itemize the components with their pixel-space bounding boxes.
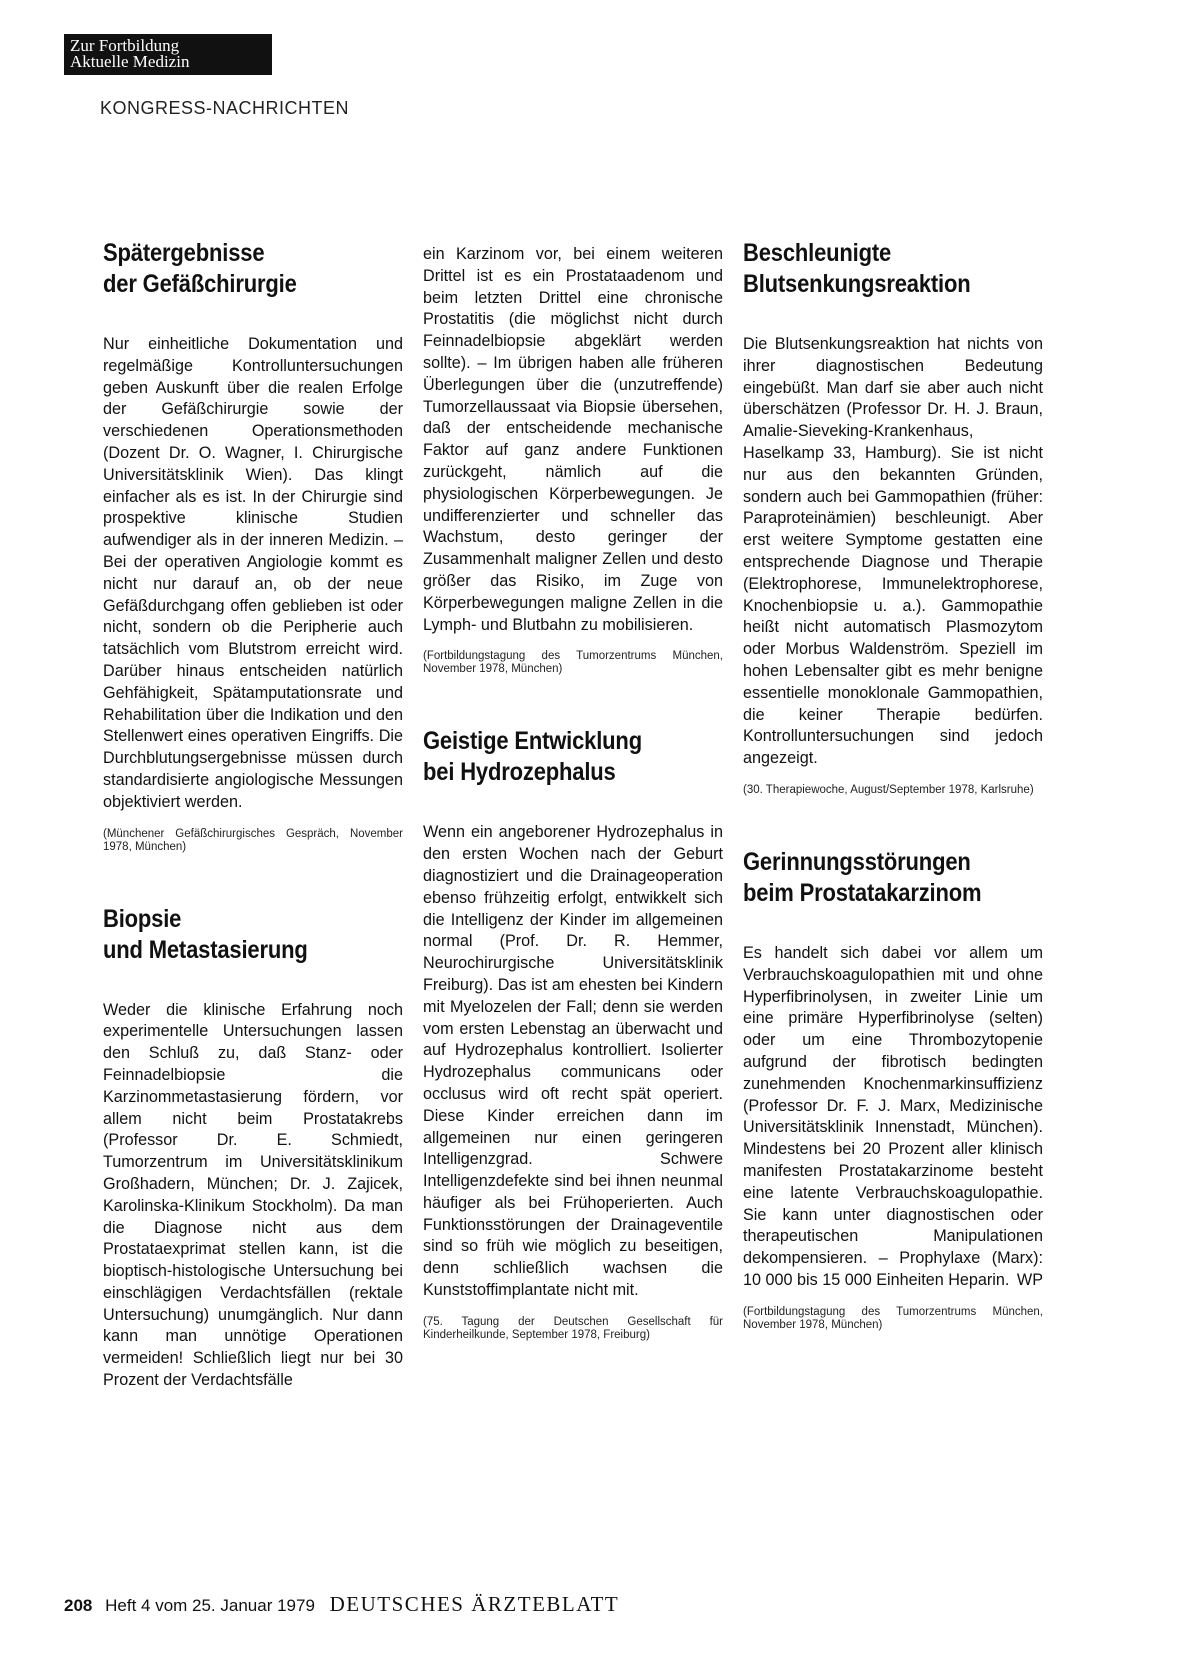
title-line-1: Beschleunigte <box>743 239 892 267</box>
page-footer <box>64 1592 619 1617</box>
article-body <box>743 943 1043 1292</box>
article-body: Weder die klinische Erfahrung noch experimentelle Untersuchungen lassen den Schluß zu, daß Stanz- oder Feinnadelbiopsie die Karzinommetastasierung fördern, vor allem nicht beim Prostatakrebs (Professor Dr. E. Schmiedt, Tumorzentrum im Universitätsklinikum Großhadern, München; Dr. J. Zajicek, Karolinska-Klinikum Stockholm). Da man die Diagnose nicht aus dem Prostataexprimat stellen kann, ist die bioptisch-histologische Untersuchung bei einschlägigen Verdachtsfällen (rektale Untersuchung) unumgänglich. Nur dann kann man unnötige Operationen vermeiden! Schließlich liegt nur bei 30 Prozent der Verdachtsfälle <box>103 1000 403 1390</box>
title-line-2: bei Hydrozephalus <box>423 758 616 787</box>
issue-info: Heft 4 vom 25. Januar 1979 <box>105 1596 315 1615</box>
article-hydrozephalus <box>423 726 723 1342</box>
author-signature: WP <box>1016 1270 1043 1289</box>
title-line-1: Biopsie <box>103 904 182 933</box>
journal-name: DEUTSCHES ÄRZTEBLATT <box>329 1592 620 1616</box>
section-badge <box>64 34 272 75</box>
title-line-2: beim Prostatakarzinom <box>743 878 982 907</box>
column-2 <box>423 244 723 1392</box>
article-body: Nur einheitliche Dokumentation und regelmäßige Kontrolluntersuchungen geben Auskunft über die realen Erfolge der Gefäßchirurgie sowie der verschiedenen Operationsmethoden (Dozent Dr. O. Wagner, I. Chirurgische Universitätsklinik Wien). Das klingt einfacher als es ist. In der Chirurgie sind prospektive klinische Studien aufwendiger als in der inneren Medizin. – Bei der operativen Angiologie kommt es nicht nur darauf an, ob der neue Gefäßdurchgang offen geblieben ist oder nicht, sondern ob die Peripherie auch tatsächlich vom Blutstrom erreicht wird. Darüber hinaus entscheiden natürlich Gehfähigkeit, Spätamputationsrate und Rehabilitation über die Indikation und den Stellenwert eines operativen Eingriffs. Die Durchblutungsergebnisse müssen durch standardisierte angiologische Messungen objektiviert werden. <box>103 335 403 811</box>
title-line-1: Gerinnungsstörungen <box>743 847 971 876</box>
article-source: (Fortbildungstagung des Tumorzentrums München, November 1978, München) <box>743 1305 1043 1331</box>
title-line-2: und Metastasierung <box>103 935 308 964</box>
article-body: Die Blutsenkungsreaktion hat nichts von ihrer diagnostischen Bedeutung eingebüßt. Man darf sie aber auch nicht überschätzen (Professor Dr. H. J. Braun, Amalie-Sieveking-Krankenhaus, Haselkamp 33, Hamburg). Sie ist nicht nur aus den bekannten Gründen, sondern auch bei Gammopathien (früher: Paraproteinämien) beschleunigt. Aber erst weitere Symptome gestatten eine entsprechende Diagnose und Therapie (Elektrophorese, Immunelektrophorese, Knochenbiopsie u. a.). Gammopathie heißt nicht automatisch Plasmozytom oder Morbus Waldenström. Speziell im hohen Lebensalter gibt es mehr benigne essentielle monoklonale Gammopathien, die keiner Therapie bedürfen. Kontrolluntersuchungen sind jedoch angezeigt. <box>743 335 1043 768</box>
article-title <box>103 904 367 966</box>
article-source: (75. Tagung der Deutschen Gesellschaft für Kinderheilkunde, September 1978, Freiburg) <box>423 1315 723 1341</box>
article-title <box>423 726 687 788</box>
article-title <box>103 238 367 300</box>
article-biopsie <box>103 904 403 1392</box>
column-1 <box>103 238 403 1442</box>
article-body: ein Karzinom vor, bei einem weiteren Drittel ist es ein Prostataadenom und beim letzten Drittel eine chronische Prostatitis (die möglichst nicht durch Feinnadelbiopsie abgeklärt werden sollte). – Im übrigen haben alle früheren Überlegungen über die (unzutreffende) Tumorzellaussaat via Biopsie übersehen, daß der entscheidende mechanische Faktor auf ganz andere Funktionen zurückgeht, nämlich auf die physiologischen Körperbewegungen. Je undifferenzierter und schneller das Wachstum, desto geringer der Zusammenhalt maligner Zellen und desto größer das Risiko, im Zuge von Körperbewegungen maligne Zellen in die Lymph- und Blutbahn zu mobilisieren. <box>423 245 723 634</box>
title-line-1: Spätergebnisse <box>103 239 265 267</box>
badge-line-2: Aktuelle Medizin <box>70 52 190 71</box>
body-text: Es handelt sich dabei vor allem um Verbrauchskoagulopathien mit und ohne Hyperfibrinolysen, in zweiter Linie um eine primäre Hyperfibrinolyse (selten) oder um eine Thrombozytopenie aufgrund der fibrotisch bedingten zunehmenden Knochenmarkinsuffizienz (Professor Dr. F. J. Marx, Medizinische Universitätsklinik Innenstadt, München). Mindestens bei 20 Prozent aller klinisch manifesten Prostatakarzinome besteht eine latente Verbrauchskoagulopathie. Sie kann unter diagnostischen oder therapeutischen Manipulationen dekompensieren. – Prophylaxe (Marx): 10 000 bis 15 000 Einheiten Heparin. <box>743 943 1043 1289</box>
title-line-2: der Gefäßchirurgie <box>103 270 297 298</box>
column-3 <box>743 238 1043 1382</box>
badge-line-1: Zur Fortbildung <box>70 36 180 55</box>
page-number: 208 <box>64 1596 93 1615</box>
article-source: (Münchener Gefäßchirurgisches Gespräch, November 1978, München) <box>103 827 403 853</box>
article-source: (Fortbildungstagung des Tumorzentrums München, November 1978, München) <box>423 650 723 676</box>
article-title <box>743 238 1007 300</box>
article-gerinnung <box>743 847 1043 1332</box>
section-label: KONGRESS-NACHRICHTEN <box>100 98 350 118</box>
article-biopsie-continued <box>423 244 723 676</box>
article-title <box>743 847 1007 909</box>
article-source: (30. Therapiewoche, August/September 1978, Karlsruhe) <box>743 783 1034 796</box>
title-line-2: Blutsenkungsreaktion <box>743 270 971 298</box>
article-blutsenkung <box>743 238 1043 797</box>
article-spaetergebnisse <box>103 238 403 854</box>
title-line-1: Geistige Entwicklung <box>423 727 642 756</box>
article-body: Wenn ein angeborener Hydrozephalus in den ersten Wochen nach der Geburt diagnostiziert und die Drainageoperation ebenso frühzeitig erfolgt, entwikkelt sich die Intelligenz der Kinder im allgemeinen normal (Prof. Dr. R. Hemmer, Neurochirurgische Universitätsklinik Freiburg). Das ist am ehesten bei Kindern mit Myelozelen der Fall; denn sie werden vom ersten Lebenstag an überwacht und auf Hydrozephalus kontrolliert. Isolierter Hydrozephalus communicans oder occlusus wird oft recht spät operiert. Diese Kinder erreichen dann im allgemeinen nur einen geringeren Intelligenzgrad. Schwere Intelligenzdefekte sind bei ihnen neunmal häufiger als bei Frühoperierten. Auch Funktionsstörungen der Drainageventile sind so früh wie möglich zu beseitigen, denn schließlich wachsen die Kunststoffimplantate nicht mit. <box>423 823 723 1300</box>
